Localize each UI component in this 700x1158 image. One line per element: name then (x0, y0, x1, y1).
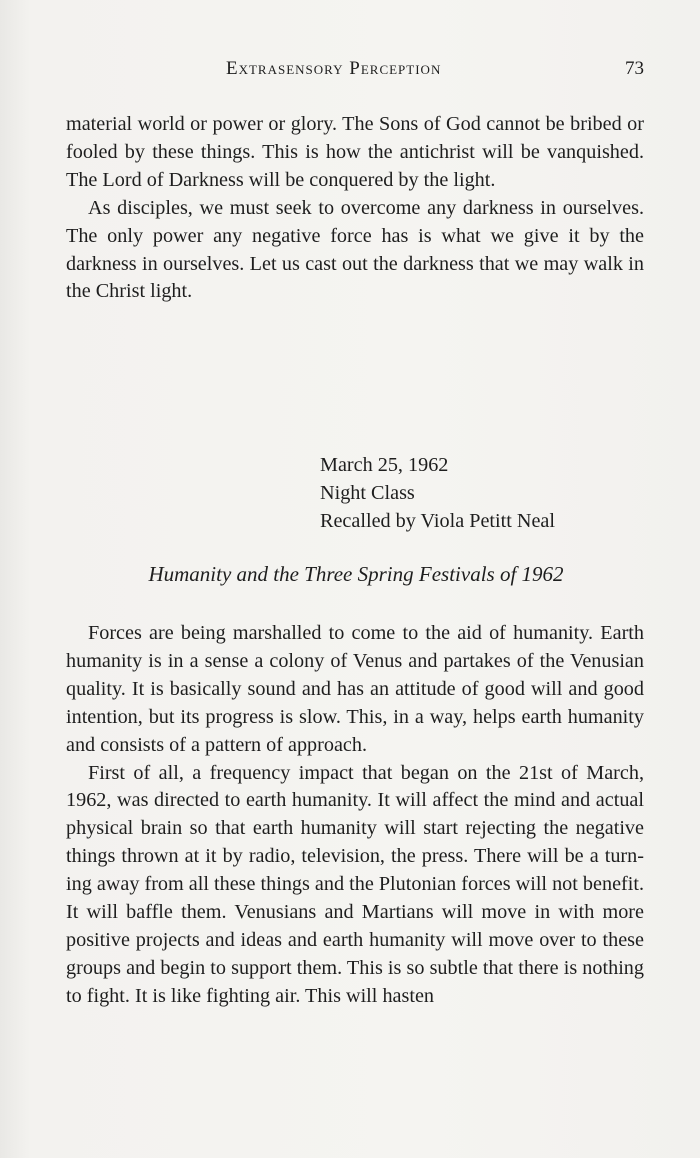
dateline-session: Night Class (320, 481, 415, 504)
dateline-recorder: Recalled by Viola Petitt Neal (320, 509, 555, 532)
continued-text-block (66, 111, 644, 306)
dateline-date: March 25, 1962 (320, 454, 449, 476)
body-paragraph: Forces are being marshalled to come to the aid of humanity. Earth humanity is in a sense a colony of Venus and partakes of the Venusian quality. It is basically sound and has an attitude of good will and good intention, but its progress is slow. This, in a way, helps earth humanity and consists of a pattern of approach. (66, 622, 644, 756)
body-paragraph: material world or power or glory. The Sons of God cannot be bribed or fooled by these things. This is how the antichrist will be vanquished. The Lord of Darkness will be conquered by the light. (66, 113, 644, 191)
dateline (320, 452, 555, 536)
section-title: Humanity and the Three Spring Festivals of 1962 (148, 562, 564, 586)
page-number: 73 (625, 58, 644, 79)
body-paragraph: First of all, a frequency impact that began on the 21st of March, 1962, was directed to earth humanity. It will affect the mind and actual physical brain so that earth humanity will start rejecting the negative things thrown at it by radio, television, the press. There will be a turning away from all these things and the Plutonian forces will not benefit. It will baffle them. Venusians and Martians will move in with more positive projects and ideas and earth humanity will move over to these groups and begin to support them. This is so subtle that there is nothing to fight. It is like fighting air. This will hasten (66, 761, 645, 1007)
running-head (66, 58, 646, 84)
body-paragraph: As disciples, we must seek to overcome any darkness in ourselves. The only power any negative force has is what we give it by the darkness in ourselves. Let us cast out the darkness that we may walk in the Christ light. (66, 196, 644, 303)
section-text-block (66, 620, 644, 1011)
running-head-title: Extrasensory Perception (226, 58, 442, 79)
